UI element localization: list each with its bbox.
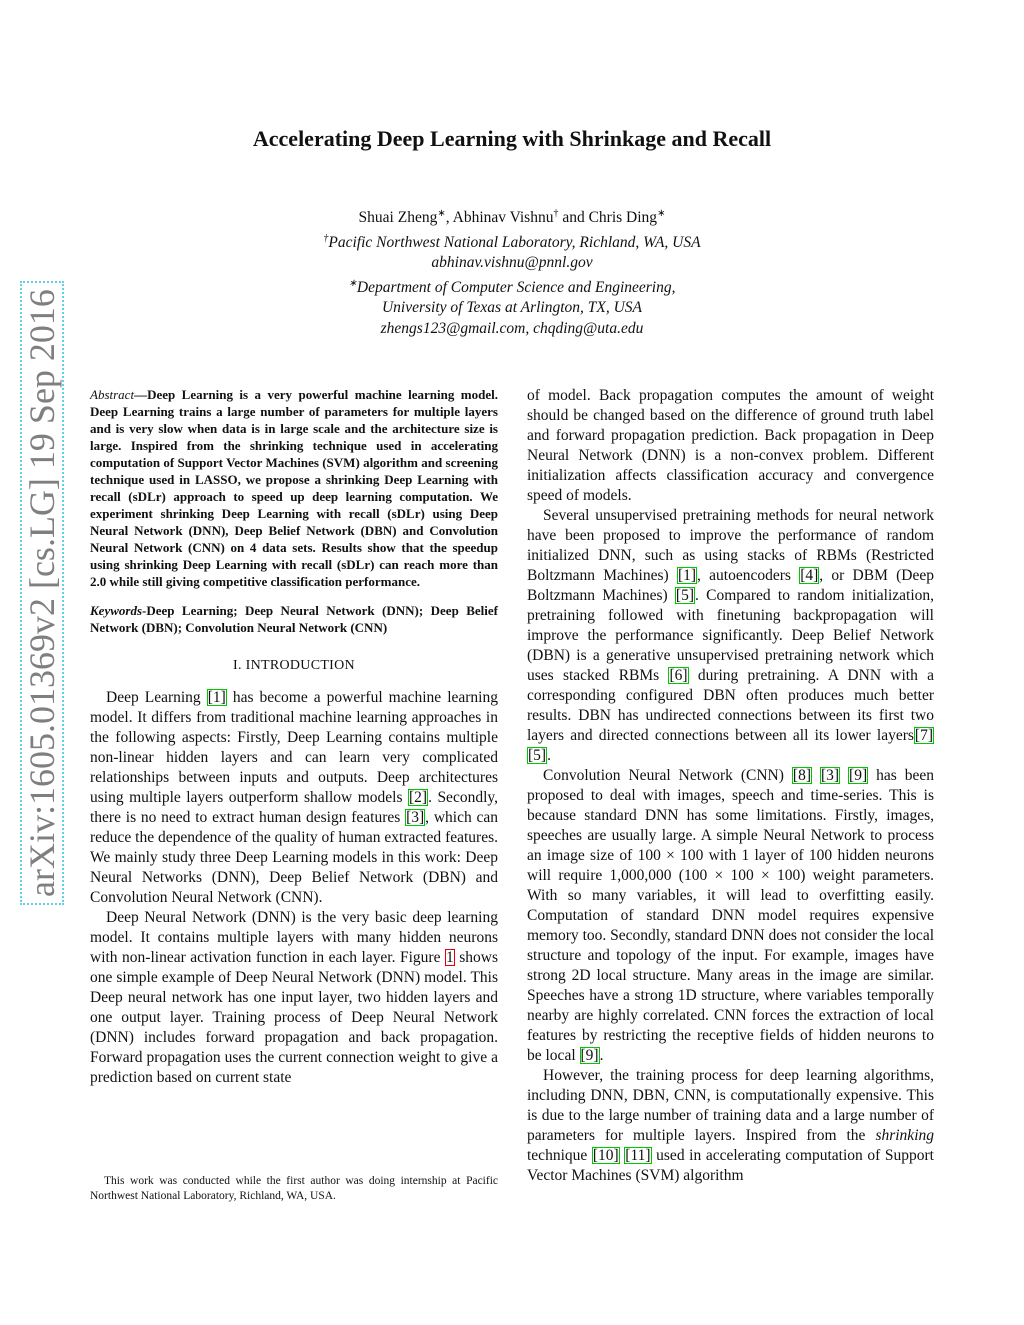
affiliation-mark: ∗	[437, 208, 446, 219]
citation-link[interactable]: [9]	[849, 767, 868, 784]
arxiv-identifier-stamp[interactable]: arXiv:1605.01369v2 [cs.LG] 19 Sep 2016	[20, 281, 64, 905]
author-name: Shuai Zheng	[358, 209, 438, 227]
citation-link[interactable]: [11]	[625, 1147, 651, 1164]
citation-link[interactable]: [1]	[677, 567, 697, 584]
right-column	[527, 386, 934, 1186]
affiliation-mark: †	[323, 232, 329, 244]
citation-link[interactable]: [4]	[800, 567, 819, 584]
body-paragraph: of model. Back propagation computes the amount of weight should be changed based on the difference of ground truth label and forward propagation prediction. Back propagation in Deep Neural Network (DNN) is a non-convex problem. Different initialization affects classification accuracy and convergence speed of models.	[527, 387, 934, 504]
author-email: zhengs123@gmail.com, chqding@uta.edu	[380, 319, 644, 337]
citation-link[interactable]: [3]	[820, 767, 840, 784]
citation-link[interactable]: [5]	[675, 587, 694, 604]
left-column	[90, 386, 498, 1088]
citation-link[interactable]: [7]	[914, 727, 933, 744]
author-separator: and	[558, 209, 589, 227]
author-name: Chris Ding	[588, 209, 658, 227]
keywords	[90, 602, 498, 636]
affiliation-mark: †	[553, 208, 559, 219]
keywords-label: Keywords	[90, 603, 142, 618]
citation-link[interactable]: [6]	[669, 667, 688, 684]
author-block	[0, 204, 1024, 339]
author-email: abhinav.vishnu@pnnl.gov	[431, 254, 593, 272]
affiliation-uta-line2: University of Texas at Arlington, TX, USA	[381, 299, 643, 317]
citation-link[interactable]: [1]	[207, 689, 226, 706]
body-paragraph: Convolution Neural Network (CNN) [8] [3] [9] has been proposed to deal with images, speech and time-series. This is because standard DNN has some limitations. Firstly, images, speeches are usually large. A simple Neural Network to process an image size of 100 × 100 with 1 layer of 100 hidden neurons will require 1,000,000 (100 × 100 × 100) weight parameters. With so many variables, it will lead to overfitting easily. Computation of standard DNN model requires expensive memory too. Secondly, standard DNN does not consider the local structure and topology of the input. For example, images have strong 2D local structure. Many areas in the image are similar. Speeches have a strong 1D structure, where variables temporally nearby are highly correlated. CNN forces the extraction of local features by restricting the receptive fields of hidden neurons to be local [9].	[527, 767, 934, 1064]
abstract-text: —Deep Learning is a very powerful machine learning model. Deep Learning trains a large number of parameters for multiple layers and is very slow when data is in large scale and the architecture size is large. Inspired from the shrinking technique used in accelerating computation of Support Vector Machines (SVM) algorithm and screening technique used in LASSO, we propose a shrinking Deep Learning with recall (sDLr) approach to speed up deep learning computation. We experiment shrinking Deep Learning with recall (sDLr) using Deep Neural Network (DNN), Deep Belief Network (DBN) and Convolution Neural Network (CNN) on 4 data sets. Results show that the speedup using shrinking Deep Learning with recall (sDLr) can reach more than 2.0 while still giving competitive classification performance.	[90, 387, 498, 589]
citation-link[interactable]: [8]	[792, 767, 811, 784]
body-paragraph: However, the training process for deep learning algorithms, including DNN, DBN, CNN, is computationally expensive. This is due to the large number of training data and a large number of parameters for multiple layers. Inspired from the shrinking technique [10] [11] used in accelerating computation of Support Vector Machines (SVM) algorithm	[527, 1067, 934, 1184]
intro-paragraph: Deep Learning [1] has become a powerful machine learning model. It differs from traditional machine learning approaches in the following aspects: Firstly, Deep Learning contains multiple non-linear hidden layers and can learn very complicated relationships between inputs and outputs. Deep architectures using multiple layers outperform shallow models [2]. Secondly, there is no need to extract human design features [3], which can reduce the dependence of the quality of human extracted features. We mainly study three Deep Learning models in this work: Deep Neural Networks (DNN), Deep Belief Network (DBN) and Convolution Neural Network (CNN).	[90, 689, 499, 906]
section-heading-introduction: I. INTRODUCTION	[233, 658, 355, 673]
citation-link[interactable]: [5]	[528, 747, 547, 764]
author-names	[0, 204, 1024, 229]
paper-title: Accelerating Deep Learning with Shrinkage and Recall	[252, 126, 772, 151]
citation-link[interactable]: [9]	[580, 1047, 599, 1064]
citation-link[interactable]: [3]	[406, 809, 425, 826]
author-name: Abhinav Vishnu	[452, 209, 554, 227]
affiliation-uta: ∗Department of Computer Science and Engineering,	[348, 277, 676, 296]
abstract	[90, 386, 498, 590]
citation-link[interactable]: [10]	[592, 1147, 619, 1164]
author-separator: ,	[445, 209, 453, 227]
citation-link[interactable]: [2]	[408, 789, 428, 806]
figure-reference-link[interactable]: 1	[445, 949, 454, 966]
affiliation-pnnl: †Pacific Northwest National Laboratory, Richland, WA, USA	[323, 232, 701, 251]
abstract-label: Abstract	[90, 387, 135, 402]
affiliation-mark: ∗	[348, 277, 357, 289]
intro-paragraph: Deep Neural Network (DNN) is the very basic deep learning model. It contains multiple layers with many hidden neurons with non-linear activation function in each layer. Figure 1 shows one simple example of Deep Neural Network (DNN) model. This Deep neural network has one input layer, two hidden layers and one output layer. Training process of Deep Neural Network (DNN) includes forward propagation and back propagation. Forward propagation uses the current connection weight to give a prediction based on current state	[90, 909, 498, 1086]
affiliation-mark: ∗	[657, 208, 666, 219]
body-paragraph: Several unsupervised pretraining methods for neural network have been proposed to improve the performance of random initialized DNN, such as using stacks of RBMs (Restricted Boltzmann Machines) [1], autoencoders [4], or DBM (Deep Boltzmann Machines) [5]. Compared to random initialization, pretraining followed with finetuning backpropagation will improve the performance significantly. Deep Belief Network (DBN) is a generative unsupervised pretraining network which uses stacked RBMs [6] during pretraining. A DNN with a corresponding configured DBN often produces much better results. DBN has undirected connections between its first two layers and directed connections between all its lower layers[7] [5].	[527, 507, 934, 764]
keywords-text: -Deep Learning; Deep Neural Network (DNN); Deep Belief Network (DBN); Convolution Neural Network (CNN)	[90, 603, 498, 635]
footnote: This work was conducted while the first author was doing internship at Pacific Northwest National Laboratory, Richland, WA, USA.	[90, 1175, 498, 1202]
